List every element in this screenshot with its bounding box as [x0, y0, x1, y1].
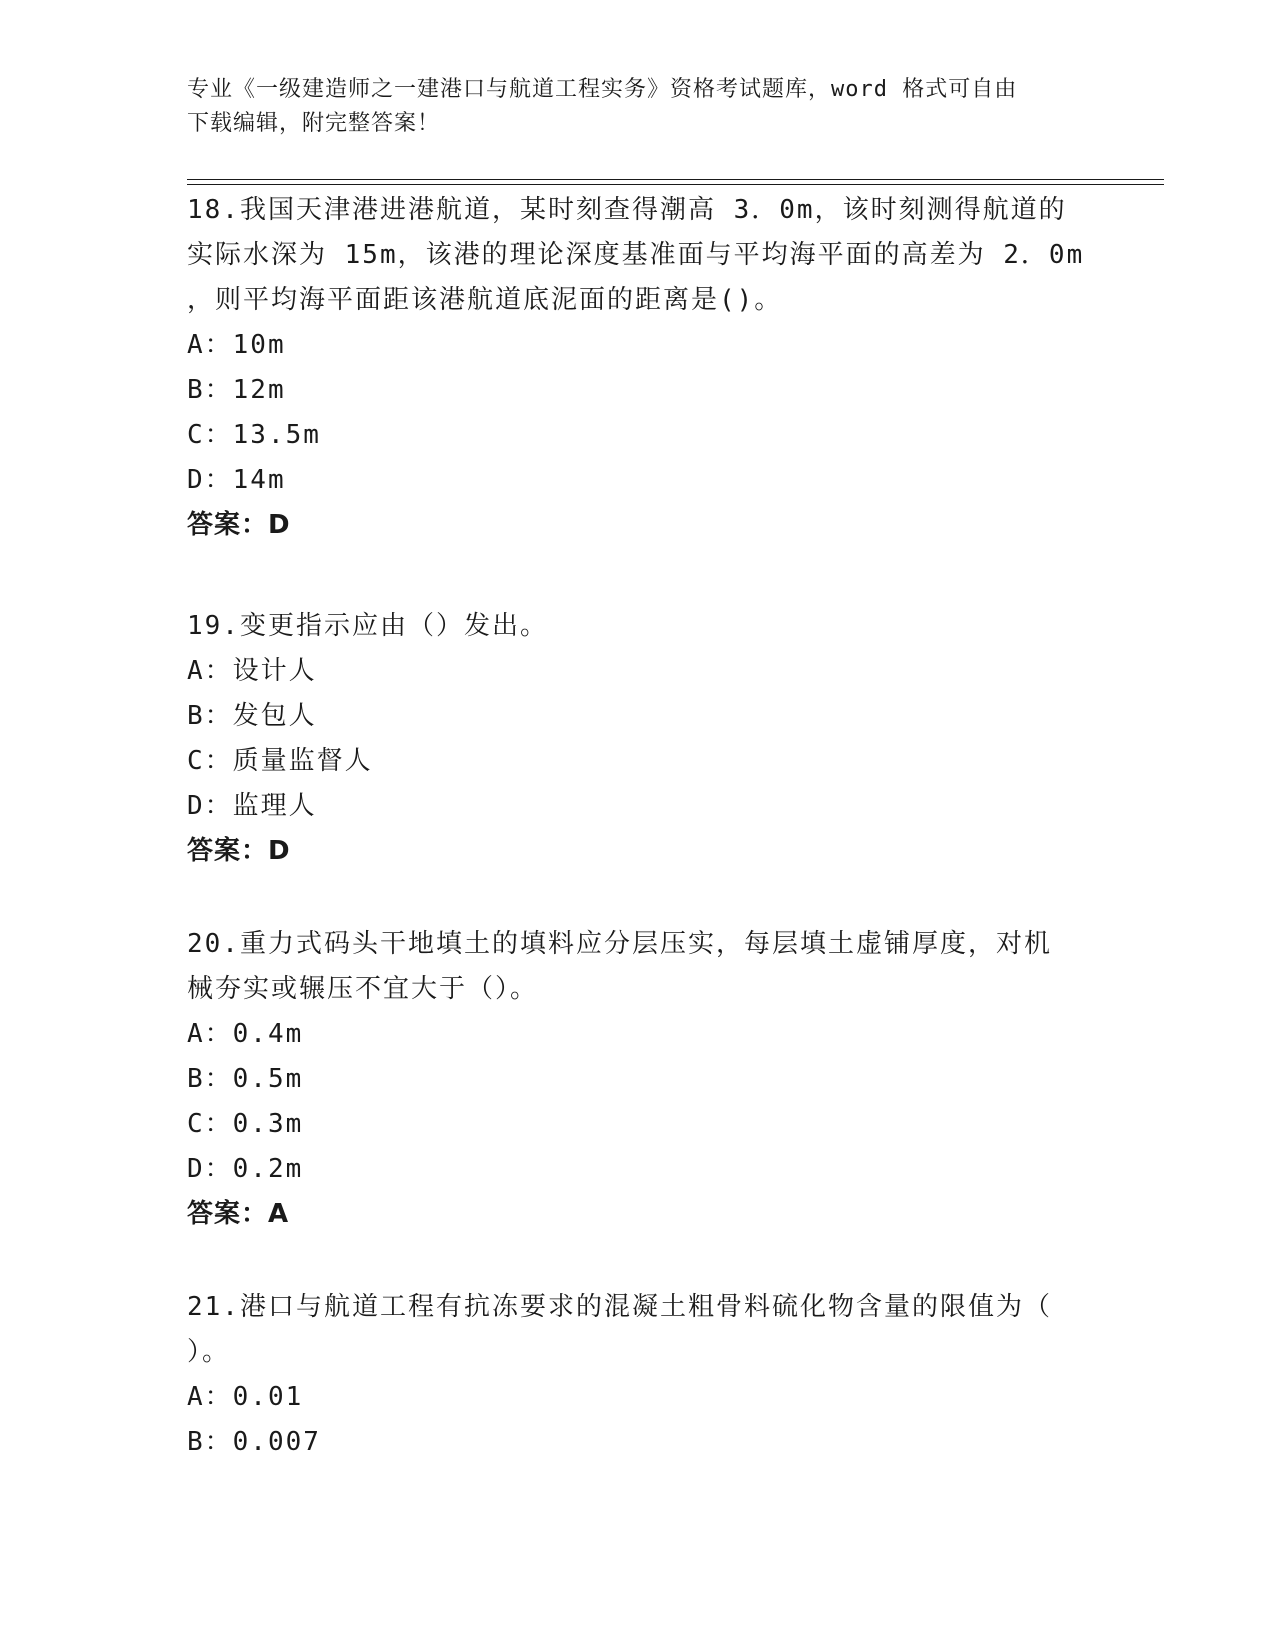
option-c: C：质量监督人 [187, 746, 373, 776]
question-text [187, 922, 1087, 1012]
question-line: 19.变更指示应由（）发出。 [187, 611, 548, 641]
question-line: 实际水深为 15m，该港的理论深度基准面与平均海平面的高差为 2．0m [187, 240, 1085, 270]
option-a: A：10m [187, 330, 286, 360]
option-d: D：14m [187, 465, 286, 495]
question-text [187, 188, 1087, 323]
option-a: A：0.01 [187, 1382, 304, 1412]
option-b: B：0.5m [187, 1064, 304, 1094]
header-divider-top [187, 179, 1164, 180]
question-text [187, 604, 1087, 649]
question-21 [187, 1285, 1087, 1465]
question-line: ）。 [187, 1337, 231, 1367]
header-divider-bottom [187, 184, 1164, 185]
question-18 [187, 188, 1087, 548]
option-c: C：13.5m [187, 420, 321, 450]
option-b: B：发包人 [187, 701, 317, 731]
option-c: C：0.3m [187, 1109, 304, 1139]
option-a: A：设计人 [187, 656, 317, 686]
question-line: 18.我国天津港进港航道，某时刻查得潮高 3．0m，该时刻测得航道的 [187, 195, 1067, 225]
question-line: 20.重力式码头干地填土的填料应分层压实，每层填土虚铺厚度，对机 [187, 929, 1052, 959]
header-line-1: 专业《一级建造师之一建港口与航道工程实务》资格考试题库，word 格式可自由 [187, 77, 1018, 102]
option-b: B：12m [187, 375, 286, 405]
answer: 答案：D [187, 836, 291, 866]
document-header [187, 73, 1077, 141]
answer: 答案：A [187, 1199, 290, 1229]
question-line: 21.港口与航道工程有抗冻要求的混凝土粗骨料硫化物含量的限值为（ [187, 1292, 1052, 1322]
header-line-2: 下载编辑，附完整答案！ [187, 111, 441, 136]
question-20 [187, 922, 1087, 1237]
option-b: B：0.007 [187, 1427, 321, 1457]
question-text [187, 1285, 1087, 1375]
answer: 答案：D [187, 510, 291, 540]
option-d: D：0.2m [187, 1154, 304, 1184]
question-line: 械夯实或辗压不宜大于（）。 [187, 974, 539, 1004]
question-19 [187, 604, 1087, 874]
question-line: ，则平均海平面距该港航道底泥面的距离是()。 [187, 285, 783, 315]
option-a: A：0.4m [187, 1019, 304, 1049]
option-d: D：监理人 [187, 791, 317, 821]
